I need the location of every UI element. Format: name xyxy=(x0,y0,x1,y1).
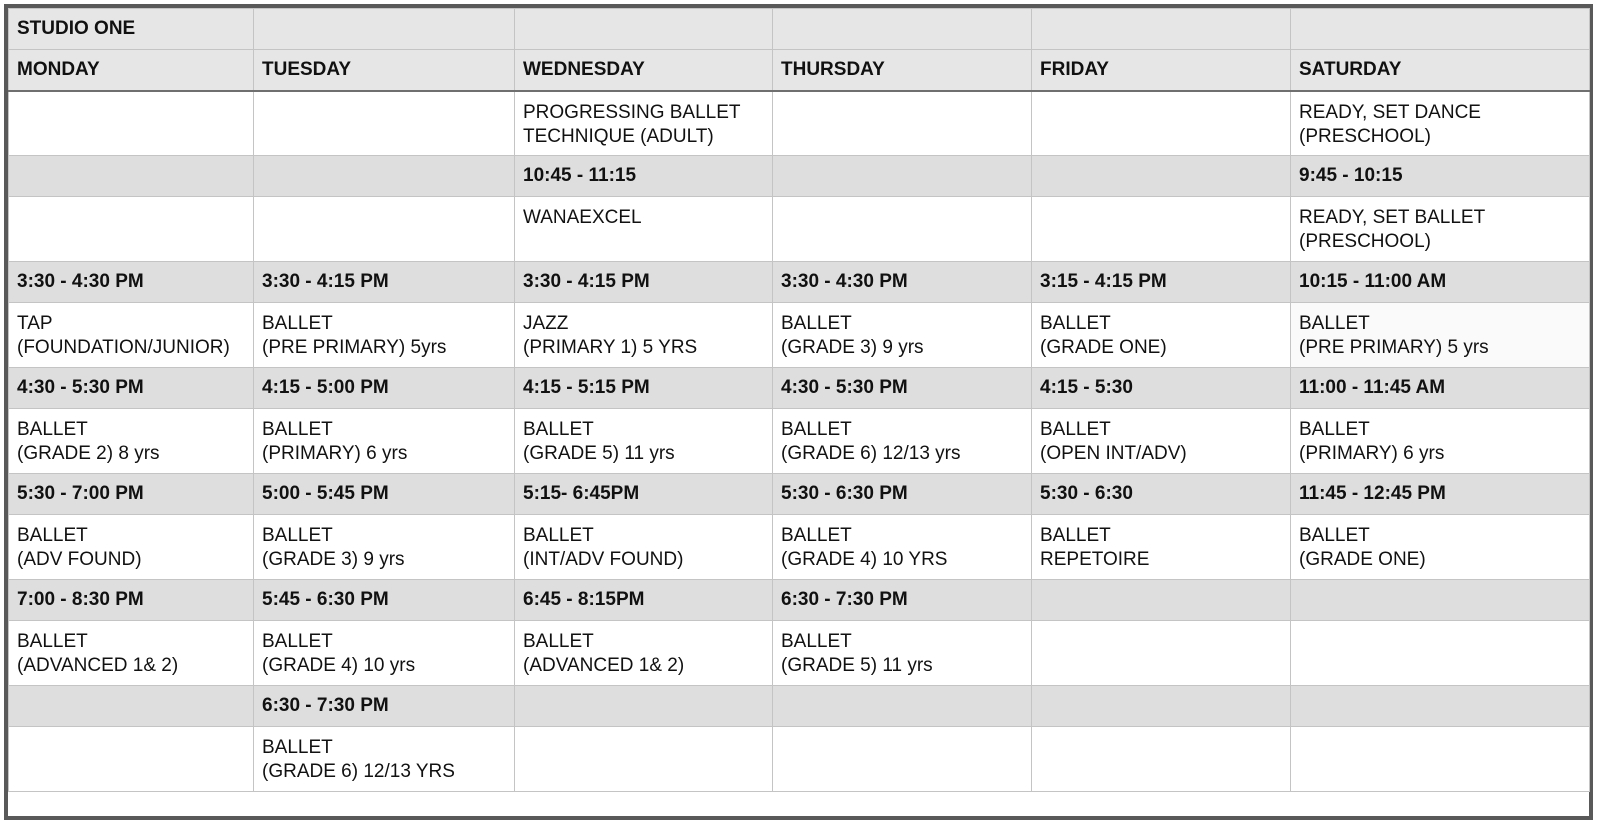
class-cell-thursday xyxy=(773,409,1032,474)
time-slot-friday xyxy=(1032,686,1291,727)
class-name: BALLET xyxy=(781,525,852,546)
class-cell-tuesday xyxy=(254,727,515,792)
day-header-wednesday: WEDNESDAY xyxy=(515,50,773,91)
class-cell-saturday xyxy=(1291,303,1590,368)
time-slot-saturday xyxy=(1291,580,1590,621)
class-cell-monday xyxy=(9,197,254,262)
class-cell-wednesday xyxy=(515,621,773,686)
time-slot-monday: 5:30 - 7:00 PM xyxy=(9,474,254,515)
class-name: BALLET xyxy=(523,631,594,652)
time-slot-tuesday xyxy=(254,156,515,197)
class-name: BALLET xyxy=(262,737,333,758)
class-detail: (OPEN INT/ADV) xyxy=(1040,443,1187,464)
class-row xyxy=(9,197,1590,262)
studio-title-blank xyxy=(1291,9,1590,50)
studio-title-row xyxy=(9,9,1590,50)
time-slot-tuesday: 3:30 - 4:15 PM xyxy=(254,262,515,303)
class-cell-wednesday xyxy=(515,91,773,156)
time-slot-thursday: 3:30 - 4:30 PM xyxy=(773,262,1032,303)
time-slot-saturday: 9:45 - 10:15 xyxy=(1291,156,1590,197)
class-cell-wednesday xyxy=(515,303,773,368)
class-cell-friday xyxy=(1032,197,1291,262)
class-cell-tuesday xyxy=(254,515,515,580)
day-header-row xyxy=(9,50,1590,91)
class-name: WANAEXCEL xyxy=(523,207,642,228)
time-slot-monday xyxy=(9,156,254,197)
studio-title-blank xyxy=(1032,9,1291,50)
class-cell-friday xyxy=(1032,621,1291,686)
class-cell-saturday xyxy=(1291,91,1590,156)
time-slot-row xyxy=(9,474,1590,515)
time-slot-thursday xyxy=(773,156,1032,197)
class-name: BALLET xyxy=(17,525,88,546)
class-name: READY, SET BALLET xyxy=(1299,207,1486,228)
class-cell-saturday xyxy=(1291,621,1590,686)
class-detail: TECHNIQUE (ADULT) xyxy=(523,125,714,147)
class-detail: (GRADE 5) 11 yrs xyxy=(523,443,675,464)
time-slot-thursday xyxy=(773,686,1032,727)
time-slot-saturday: 11:45 - 12:45 PM xyxy=(1291,474,1590,515)
day-header-saturday: SATURDAY xyxy=(1291,50,1590,91)
time-slot-tuesday: 5:45 - 6:30 PM xyxy=(254,580,515,621)
time-slot-row xyxy=(9,580,1590,621)
class-name: JAZZ xyxy=(523,313,569,334)
class-cell-thursday xyxy=(773,621,1032,686)
class-cell-monday xyxy=(9,409,254,474)
time-slot-thursday: 5:30 - 6:30 PM xyxy=(773,474,1032,515)
class-cell-thursday xyxy=(773,197,1032,262)
class-row xyxy=(9,303,1590,368)
day-header-friday: FRIDAY xyxy=(1032,50,1291,91)
time-slot-tuesday: 5:00 - 5:45 PM xyxy=(254,474,515,515)
class-detail: (GRADE 4) 10 YRS xyxy=(781,549,948,570)
class-cell-saturday xyxy=(1291,197,1590,262)
class-name: BALLET xyxy=(262,631,333,652)
time-slot-friday: 4:15 - 5:30 xyxy=(1032,368,1291,409)
class-name: PROGRESSING BALLET xyxy=(523,101,741,123)
class-cell-tuesday xyxy=(254,91,515,156)
class-cell-wednesday xyxy=(515,197,773,262)
time-slot-saturday: 11:00 - 11:45 AM xyxy=(1291,368,1590,409)
class-cell-tuesday xyxy=(254,621,515,686)
time-slot-wednesday: 3:30 - 4:15 PM xyxy=(515,262,773,303)
time-slot-friday: 5:30 - 6:30 xyxy=(1032,474,1291,515)
class-name: BALLET xyxy=(523,525,594,546)
class-cell-friday xyxy=(1032,91,1291,156)
time-slot-monday: 7:00 - 8:30 PM xyxy=(9,580,254,621)
class-cell-friday xyxy=(1032,409,1291,474)
class-name: BALLET xyxy=(1040,419,1111,440)
time-slot-monday xyxy=(9,686,254,727)
time-slot-friday xyxy=(1032,156,1291,197)
class-cell-saturday xyxy=(1291,515,1590,580)
class-name: BALLET xyxy=(523,419,594,440)
day-header-tuesday: TUESDAY xyxy=(254,50,515,91)
class-name: BALLET xyxy=(1040,525,1111,546)
class-name: BALLET xyxy=(262,419,333,440)
class-detail: (PRE PRIMARY) 5 yrs xyxy=(1299,337,1489,358)
class-detail: (PRESCHOOL) xyxy=(1299,125,1431,147)
class-detail: (FOUNDATION/JUNIOR) xyxy=(17,337,230,358)
class-row xyxy=(9,621,1590,686)
time-slot-wednesday: 5:15- 6:45PM xyxy=(515,474,773,515)
time-slot-wednesday xyxy=(515,686,773,727)
class-detail: (GRADE ONE) xyxy=(1299,549,1426,570)
day-header-monday: MONDAY xyxy=(9,50,254,91)
class-cell-friday xyxy=(1032,303,1291,368)
time-slot-friday: 3:15 - 4:15 PM xyxy=(1032,262,1291,303)
class-cell-saturday xyxy=(1291,727,1590,792)
time-slot-row xyxy=(9,156,1590,197)
class-detail: (ADVANCED 1& 2) xyxy=(523,655,685,676)
class-name: BALLET xyxy=(262,313,333,334)
class-cell-monday xyxy=(9,91,254,156)
class-detail: (PRE PRIMARY) 5yrs xyxy=(262,337,447,358)
class-detail: REPETOIRE xyxy=(1040,549,1150,570)
time-slot-wednesday: 4:15 - 5:15 PM xyxy=(515,368,773,409)
class-cell-thursday xyxy=(773,91,1032,156)
class-name: BALLET xyxy=(1299,419,1370,440)
class-cell-wednesday xyxy=(515,409,773,474)
class-detail: (PRIMARY 1) 5 YRS xyxy=(523,337,698,358)
class-name: BALLET xyxy=(781,313,852,334)
class-cell-tuesday xyxy=(254,303,515,368)
studio-title: STUDIO ONE xyxy=(9,9,254,50)
time-slot-saturday xyxy=(1291,686,1590,727)
time-slot-thursday: 6:30 - 7:30 PM xyxy=(773,580,1032,621)
class-row xyxy=(9,91,1590,156)
time-slot-saturday: 10:15 - 11:00 AM xyxy=(1291,262,1590,303)
class-name: TAP xyxy=(17,313,53,334)
class-detail: (GRADE 3) 9 yrs xyxy=(781,337,924,358)
time-slot-row xyxy=(9,368,1590,409)
class-cell-tuesday xyxy=(254,409,515,474)
time-slot-row xyxy=(9,262,1590,303)
class-detail: (ADV FOUND) xyxy=(17,549,142,570)
class-detail: (PRIMARY) 6 yrs xyxy=(1299,443,1445,464)
class-name: BALLET xyxy=(262,525,333,546)
class-name: BALLET xyxy=(17,419,88,440)
class-name: READY, SET DANCE xyxy=(1299,101,1481,123)
class-detail: (GRADE 6) 12/13 YRS xyxy=(262,761,455,782)
time-slot-tuesday: 4:15 - 5:00 PM xyxy=(254,368,515,409)
time-slot-monday: 4:30 - 5:30 PM xyxy=(9,368,254,409)
time-slot-wednesday: 10:45 - 11:15 xyxy=(515,156,773,197)
class-cell-saturday xyxy=(1291,409,1590,474)
class-detail: (ADVANCED 1& 2) xyxy=(17,655,179,676)
class-cell-friday xyxy=(1032,727,1291,792)
class-cell-monday xyxy=(9,621,254,686)
class-cell-tuesday xyxy=(254,197,515,262)
class-detail: (GRADE 2) 8 yrs xyxy=(17,443,160,464)
class-row xyxy=(9,727,1590,792)
class-detail: (GRADE 4) 10 yrs xyxy=(262,655,416,676)
class-cell-thursday xyxy=(773,303,1032,368)
class-cell-monday xyxy=(9,515,254,580)
studio-title-blank xyxy=(515,9,773,50)
class-cell-wednesday xyxy=(515,515,773,580)
class-detail: (PRIMARY) 6 yrs xyxy=(262,443,408,464)
class-cell-monday xyxy=(9,303,254,368)
time-slot-monday: 3:30 - 4:30 PM xyxy=(9,262,254,303)
class-detail: (GRADE 6) 12/13 yrs xyxy=(781,443,961,464)
class-detail: (GRADE 3) 9 yrs xyxy=(262,549,405,570)
class-cell-thursday xyxy=(773,515,1032,580)
class-row xyxy=(9,515,1590,580)
day-header-thursday: THURSDAY xyxy=(773,50,1032,91)
time-slot-wednesday: 6:45 - 8:15PM xyxy=(515,580,773,621)
time-slot-row xyxy=(9,686,1590,727)
class-cell-thursday xyxy=(773,727,1032,792)
class-name: BALLET xyxy=(1299,525,1370,546)
class-name: BALLET xyxy=(17,631,88,652)
class-detail: (GRADE 5) 11 yrs xyxy=(781,655,933,676)
class-name: BALLET xyxy=(781,419,852,440)
class-detail: (GRADE ONE) xyxy=(1040,337,1167,358)
time-slot-tuesday: 6:30 - 7:30 PM xyxy=(254,686,515,727)
class-name: BALLET xyxy=(1299,313,1370,334)
studio-title-blank xyxy=(254,9,515,50)
studio-schedule-table xyxy=(8,8,1590,792)
class-name: BALLET xyxy=(1040,313,1111,334)
class-row xyxy=(9,409,1590,474)
class-detail: (INT/ADV FOUND) xyxy=(523,549,684,570)
class-name: BALLET xyxy=(781,631,852,652)
time-slot-friday xyxy=(1032,580,1291,621)
studio-title-blank xyxy=(773,9,1032,50)
class-cell-friday xyxy=(1032,515,1291,580)
class-cell-wednesday xyxy=(515,727,773,792)
class-detail: (PRESCHOOL) xyxy=(1299,231,1431,252)
class-cell-monday xyxy=(9,727,254,792)
time-slot-thursday: 4:30 - 5:30 PM xyxy=(773,368,1032,409)
